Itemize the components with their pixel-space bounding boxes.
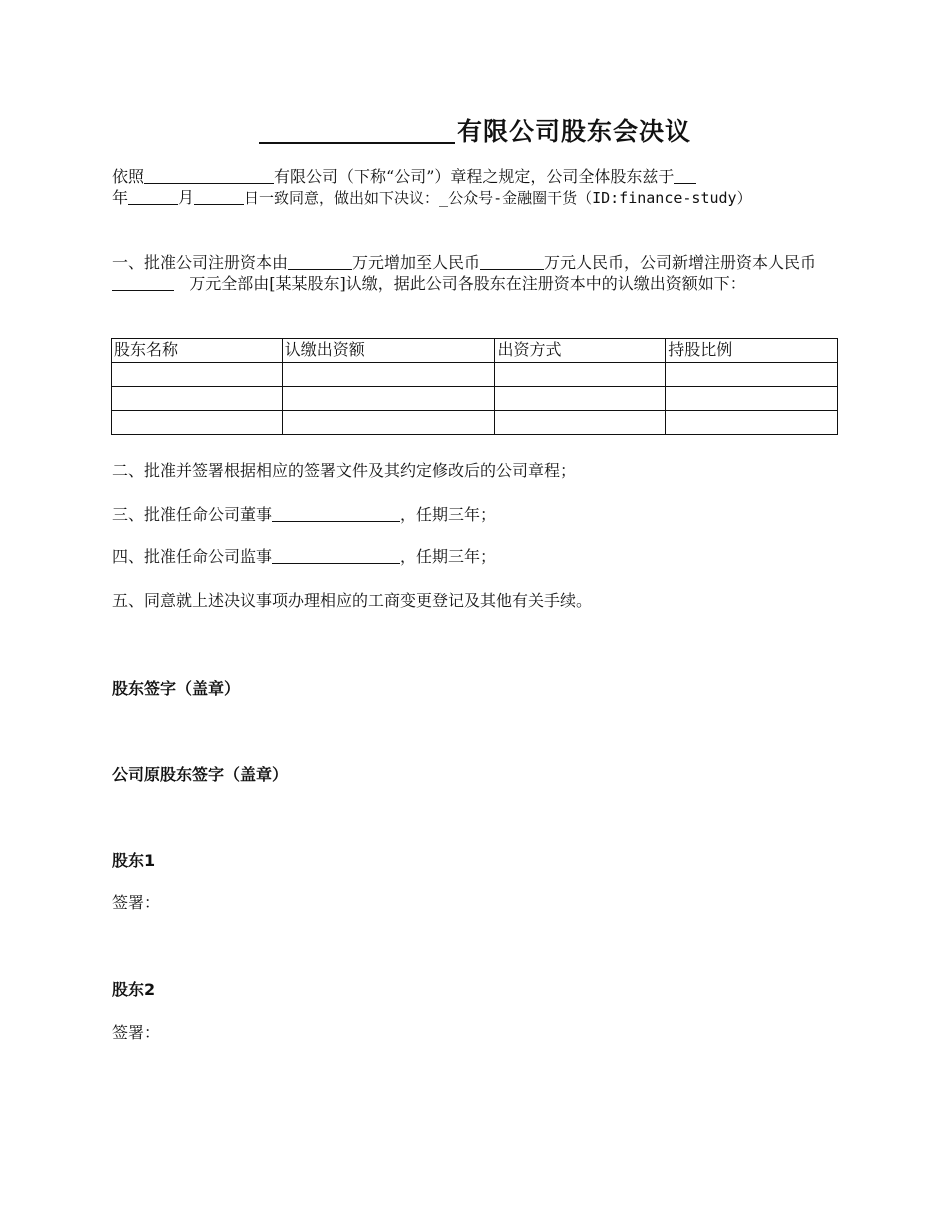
- table-cell[interactable]: [666, 387, 838, 411]
- item-3: [112, 504, 842, 525]
- intro-text-2: 有限公司（下称“公司”）章程之规定，公司全体股东兹于: [274, 167, 675, 186]
- item-4: [112, 546, 842, 567]
- table-row: [112, 363, 838, 387]
- original-shareholder-sign-heading: 公司原股东签字（盖章）: [112, 765, 289, 784]
- table-header-row: [112, 339, 838, 363]
- company-name-blank: [259, 116, 455, 144]
- item-5: 五、同意就上述决议事项办理相应的工商变更登记及其他有关手续。: [112, 591, 593, 610]
- contribution-table: [111, 338, 838, 435]
- title-text: 有限公司股东会决议: [456, 117, 691, 146]
- header-subscribed-amount: 认缴出资额: [282, 339, 495, 363]
- header-share-ratio: 持股比例: [666, 339, 838, 363]
- new-capital-blank: [480, 254, 544, 270]
- shareholder-sign-heading: 股东签字（盖章）: [112, 679, 241, 698]
- table-cell[interactable]: [495, 363, 666, 387]
- intro-text-5: 日一致同意，做出如下决议：_公众号-金融圈干货（ID:finance-study）: [244, 189, 752, 207]
- shareholder-1-label: 股东1: [112, 851, 156, 870]
- item-1-text-1: 一、批准公司注册资本由: [112, 253, 289, 272]
- month-blank: [194, 189, 244, 205]
- shareholder-1-signature[interactable]: 签署：: [112, 893, 161, 912]
- supervisor-blank: [272, 548, 400, 564]
- table-cell[interactable]: [282, 411, 495, 435]
- item-2: 二、批准并签署根据相应的签署文件及其约定修改后的公司章程；: [112, 461, 577, 480]
- table-row: [112, 411, 838, 435]
- table-cell[interactable]: [282, 363, 495, 387]
- intro-text-1: 依照: [112, 167, 145, 186]
- table-cell[interactable]: [495, 411, 666, 435]
- director-blank: [272, 506, 400, 522]
- table-cell[interactable]: [495, 387, 666, 411]
- intro-text-3: 年: [112, 188, 129, 207]
- table-cell[interactable]: [112, 363, 283, 387]
- intro-text-4: 月: [178, 188, 195, 207]
- table-row: [112, 387, 838, 411]
- document-title: [0, 112, 950, 148]
- table-cell[interactable]: [112, 387, 283, 411]
- header-shareholder-name: 股东名称: [112, 339, 283, 363]
- header-contribution-method: 出资方式: [495, 339, 666, 363]
- item-1-text-3: 万元人民币，公司新增注册资本人民币: [544, 253, 817, 272]
- item-4-suffix: ，任期三年；: [400, 547, 497, 566]
- increase-blank: [112, 275, 174, 291]
- year-blank-1: [674, 168, 696, 184]
- table-cell[interactable]: [112, 411, 283, 435]
- table-cell[interactable]: [282, 387, 495, 411]
- original-capital-blank: [288, 254, 352, 270]
- item-3-suffix: ，任期三年；: [400, 505, 497, 524]
- intro-paragraph: [112, 166, 842, 209]
- item-1-text-2: 万元增加至人民币: [352, 253, 481, 272]
- table-cell[interactable]: [666, 411, 838, 435]
- company-blank: [144, 168, 274, 184]
- item-4-text: 四、批准任命公司监事: [112, 547, 273, 566]
- year-blank-2: [128, 189, 178, 205]
- table-cell[interactable]: [666, 363, 838, 387]
- shareholder-2-label: 股东2: [112, 980, 156, 999]
- shareholder-2-signature[interactable]: 签署：: [112, 1023, 161, 1042]
- item-1-text-4: 万元全部由[某某股东]认缴，据此公司各股东在注册资本中的认缴出资额如下：: [189, 274, 746, 293]
- item-3-text: 三、批准任命公司董事: [112, 505, 273, 524]
- item-1-paragraph: [112, 252, 842, 294]
